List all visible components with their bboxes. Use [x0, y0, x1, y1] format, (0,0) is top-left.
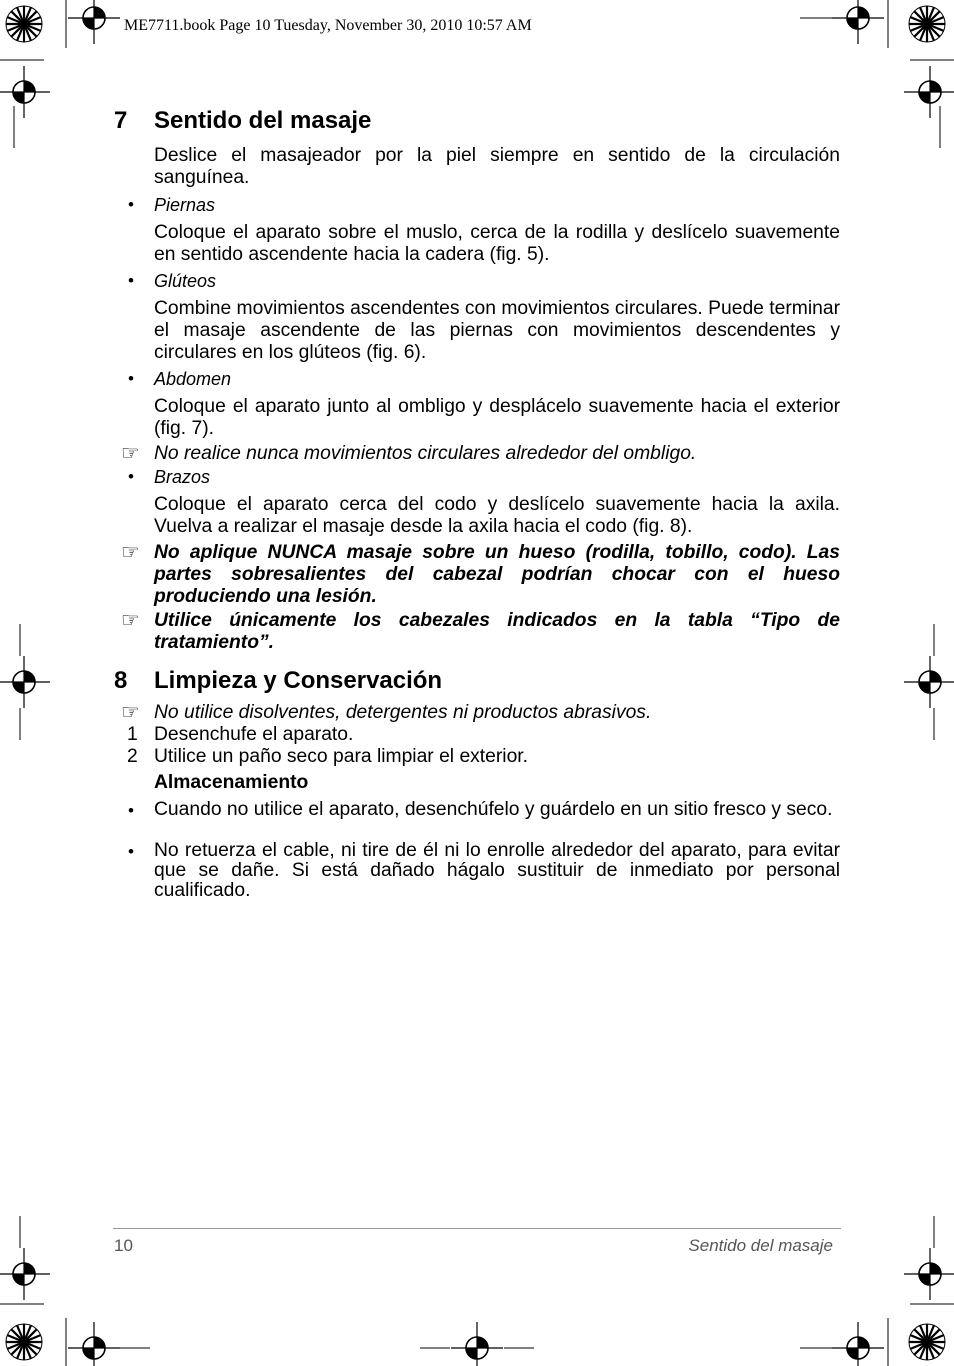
star-target-bottom-right: [909, 1324, 945, 1360]
step-text: Desenchufe el aparato.: [154, 724, 354, 745]
section-number: 7: [114, 107, 128, 134]
item-label-abdomen: Abdomen: [154, 369, 232, 389]
bullet: •: [128, 467, 134, 486]
item-text-abdomen: Coloque el aparato junto al ombligo y desplácelo suavemente hacia el exterior (fig. 7).: [154, 396, 840, 439]
section-title: Limpieza y Conservación: [154, 667, 443, 694]
pointing-hand-icon: ☞: [121, 701, 140, 724]
item-label-brazos: Brazos: [154, 467, 211, 487]
step-number: 1: [127, 724, 138, 745]
print-slug: ME7711.book Page 10 Tuesday, November 30, 2010 10:57 AM: [124, 17, 532, 34]
section-7-heading: [114, 107, 371, 135]
bullet: •: [128, 195, 134, 214]
bullet: •: [128, 369, 134, 388]
bullet: •: [128, 801, 134, 820]
section-title: Sentido del masaje: [154, 107, 372, 134]
storage-item: No retuerza el cable, ni tire de él ni lo enrolle alrededor del aparato, para evitar que se dañe. Si está dañado hágalo sustituir de inmediato por personal cualificado.: [154, 840, 840, 901]
page-number: 10: [114, 1236, 133, 1255]
star-target-top-right: [909, 6, 945, 42]
section-number: 8: [114, 667, 128, 694]
running-title: Sentido del masaje: [688, 1236, 833, 1255]
star-target-top-left: [6, 6, 42, 42]
section-8-heading: [114, 667, 442, 695]
note-cleaning: No utilice disolventes, detergentes ni productos abrasivos.: [154, 702, 652, 723]
step-text: Utilice un paño seco para limpiar el exterior.: [154, 746, 529, 767]
pointing-hand-icon: ☞: [121, 609, 140, 632]
bullet: •: [128, 271, 134, 290]
note-heads: Utilice únicamente los cabezales indicados en la tabla “Tipo de tratamiento”.: [154, 610, 840, 653]
item-label-piernas: Piernas: [154, 195, 216, 215]
registration-mark-bottom: [68, 1322, 884, 1366]
bullet: •: [128, 842, 134, 861]
pointing-hand-icon: ☞: [121, 442, 140, 465]
note-abdomen: No realice nunca movimientos circulares alrededor del ombligo.: [154, 443, 697, 464]
storage-heading: Almacenamiento: [154, 772, 309, 793]
star-target-bottom-left: [6, 1324, 42, 1360]
note-bone-warning: No aplique NUNCA masaje sobre un hueso (rodilla, tobillo, codo). Las partes sobresalientes del cabezal podrían chocar con el hueso produciendo una lesión.: [154, 542, 840, 607]
item-text-piernas: Coloque el aparato sobre el muslo, cerca de la rodilla y deslícelo suavemente en sentido ascendente hacia la cadera (fig. 5).: [154, 222, 840, 265]
item-label-gluteos: Glúteos: [154, 271, 217, 291]
section-7-intro: Deslice el masajeador por la piel siempre en sentido de la circulación sanguínea.: [154, 145, 840, 188]
step-number: 2: [127, 746, 138, 767]
footer-divider: [113, 1228, 841, 1229]
storage-item: Cuando no utilice el aparato, desenchúfelo y guárdelo en un sitio fresco y seco.: [154, 799, 833, 820]
item-text-brazos: Coloque el aparato cerca del codo y deslícelo suavemente hacia la axila. Vuelva a realizar el masaje desde la axila hacia el codo (fig. 8).: [154, 494, 840, 537]
pointing-hand-icon: ☞: [121, 541, 140, 564]
item-text-gluteos: Combine movimientos ascendentes con movimientos circulares. Puede terminar el masaje ascendente de las piernas con movimientos descendentes y circulares en los glúteos (fig. 6).: [154, 298, 840, 363]
